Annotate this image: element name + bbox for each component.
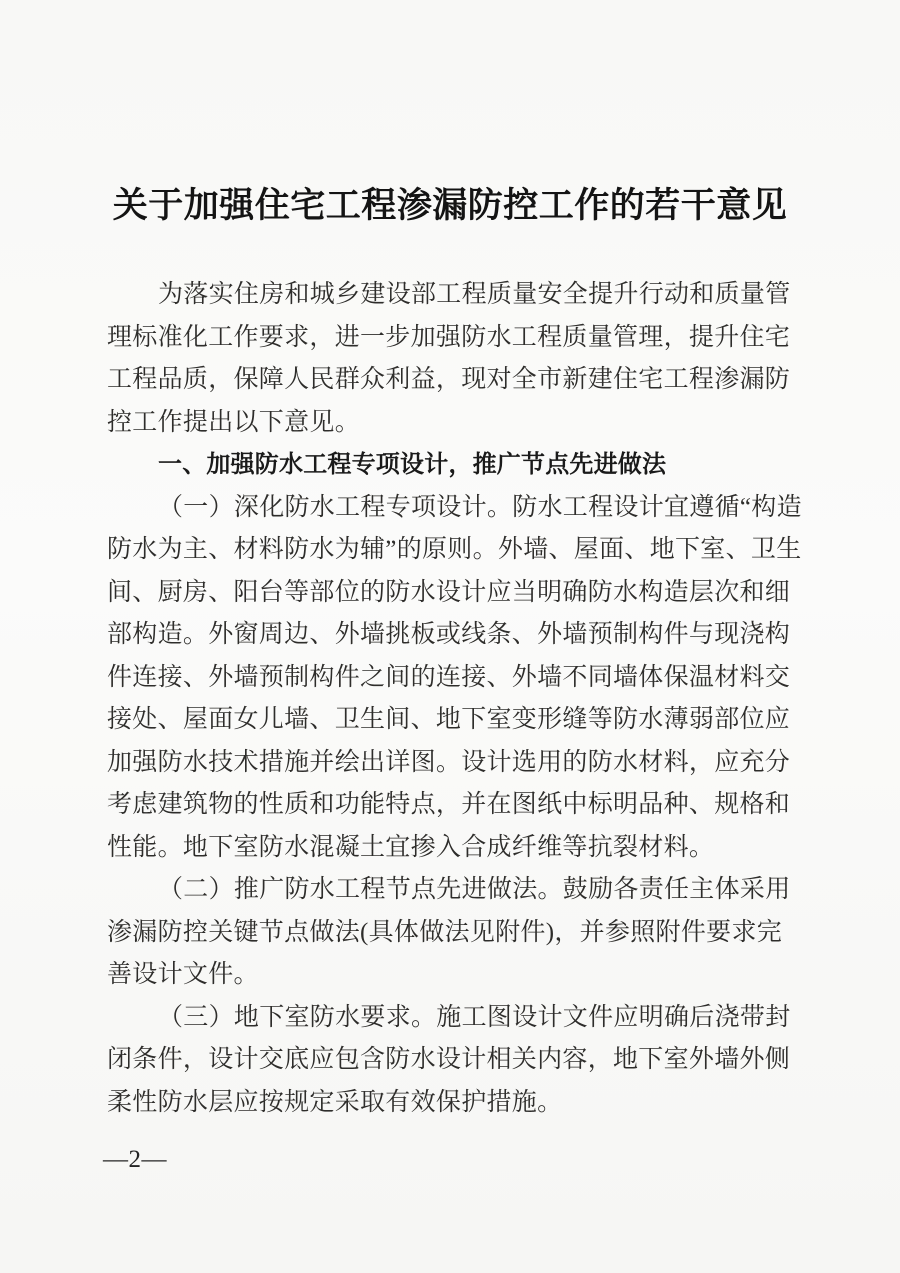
text-line: 接处、屋面女儿墙、卫生间、地下室变形缝等防水薄弱部位应 <box>107 706 791 733</box>
text-line: 闭条件，设计交底应包含防水设计相关内容，地下室外墙外侧 <box>107 1046 791 1073</box>
text-line: （二）推广防水工程节点先进做法。鼓励各责任主体采用 <box>158 876 791 903</box>
text-line: 理标准化工作要求，进一步加强防水工程质量管理，提升住宅 <box>107 323 791 351</box>
text-line: 部构造。外窗周边、外墙挑板或线条、外墙预制构件与现浇构 <box>107 621 791 648</box>
document-title: 关于加强住宅工程渗漏防控工作的若干意见 <box>112 186 788 225</box>
text-line: 柔性防水层应按规定采取有效保护措施。 <box>107 1088 563 1116</box>
page-number: —2— <box>103 1146 167 1173</box>
text-line: 工程品质，保障人民群众利益，现对全市新建住宅工程渗漏防 <box>107 366 791 393</box>
text-line: 善设计文件。 <box>107 961 259 988</box>
text-line: 考虑建筑物的性质和功能特点，并在图纸中标明品种、规格和 <box>107 791 791 818</box>
text-line: 性能。地下室防水混凝土宜掺入合成纤维等抗裂材料。 <box>107 833 715 861</box>
text-line: 为落实住房和城乡建设部工程质量安全提升行动和质量管 <box>158 281 791 308</box>
text-line: 防水为主、材料防水为辅”的原则。外墙、屋面、地下室、卫生 <box>107 536 802 563</box>
text-line: 间、厨房、阳台等部位的防水设计应当明确防水构造层次和细 <box>107 578 791 606</box>
text-line: 件连接、外墙预制构件之间的连接、外墙不同墙体保温材料交 <box>107 663 791 691</box>
text-line: （一）深化防水工程专项设计。防水工程设计宜遵循“构造 <box>158 493 802 521</box>
text-line: （三）地下室防水要求。施工图设计文件应明确后浇带封 <box>158 1003 791 1031</box>
text-line: 渗漏防控关键节点做法(具体做法见附件)，并参照附件要求完 <box>107 918 783 946</box>
text-line: 加强防水技术措施并绘出详图。设计选用的防水材料，应充分 <box>107 748 791 776</box>
section-heading: 一、加强防水工程专项设计，推广节点先进做法 <box>158 451 667 478</box>
document-body <box>107 274 802 1124</box>
text-line: 控工作提出以下意见。 <box>107 408 361 436</box>
